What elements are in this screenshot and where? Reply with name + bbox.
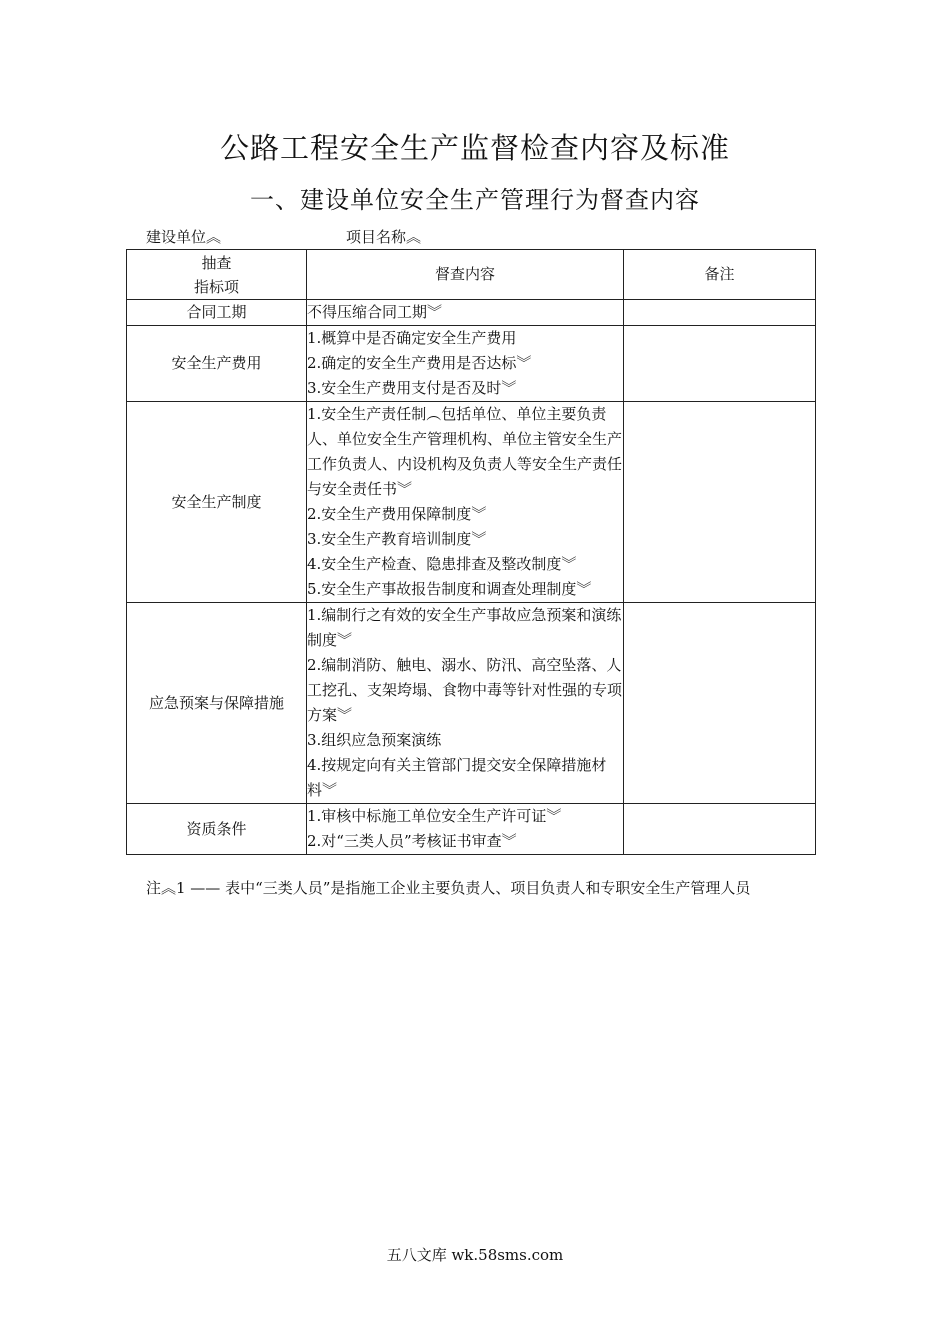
row-category: 安全生产制度	[127, 402, 307, 603]
section-subtitle: 一、建设单位安全生产管理行为督查内容	[250, 186, 700, 214]
footnote: 注︽1 —— 表中“三类人员”是指施工企业主要负责人、项目负责人和专职安全生产管理人员	[146, 879, 751, 897]
header-indicator	[127, 250, 307, 300]
row-content	[307, 326, 624, 402]
row-content	[307, 300, 624, 326]
row-category: 安全生产费用	[127, 326, 307, 402]
content-item: 3.组织应急预案演练	[307, 731, 442, 749]
row-content	[307, 402, 624, 603]
row-category: 应急预案与保障措施	[127, 603, 307, 804]
content-item: 5.安全生产事故报告制度和调查处理制度︾	[307, 580, 592, 598]
header-indicator-line2: 指标项	[193, 277, 239, 296]
content-item: 1.概算中是否确定安全生产费用	[307, 329, 517, 347]
header-indicator-line1: 抽查	[201, 253, 232, 272]
inspection-table	[126, 249, 816, 855]
table-row	[127, 603, 816, 804]
table-row	[127, 402, 816, 603]
page-footer: 五八文库 wk.58sms.com	[386, 1246, 564, 1264]
content-item: 3.安全生产费用支付是否及时︾	[307, 379, 517, 397]
content-item: 1.编制行之有效的安全生产事故应急预案和演练制度︾	[307, 606, 622, 649]
project-name-label: 项目名称︽	[346, 228, 422, 246]
content-item: 不得压缩合同工期︾	[307, 303, 443, 321]
table-row	[127, 326, 816, 402]
content-item: 1.审核中标施工单位安全生产许可证︾	[307, 807, 562, 825]
row-content	[307, 804, 624, 855]
row-content	[307, 603, 624, 804]
content-item: 2.编制消防、触电、溺水、防汛、高空坠落、人工挖孔、支架垮塌、食物中毒等针对性强的专项方案︾	[307, 656, 623, 724]
row-remark	[624, 326, 816, 402]
row-category: 合同工期	[127, 300, 307, 326]
row-remark	[624, 603, 816, 804]
header-content: 督查内容	[307, 250, 624, 300]
header-remark: 备注	[624, 250, 816, 300]
document-title: 公路工程安全生产监督检查内容及标准	[219, 131, 730, 165]
content-item: 3.安全生产教育培训制度︾	[307, 530, 487, 548]
content-item: 1.安全生产责任制︵包括单位、单位主要负责人、单位安全生产管理机构、单位主管安全生产工作负责人、内设机构及负责人等安全生产责任与安全责任书︾	[307, 405, 623, 498]
content-item: 2.确定的安全生产费用是否达标︾	[307, 354, 532, 372]
table-header-row	[127, 250, 816, 300]
row-remark	[624, 300, 816, 326]
row-category: 资质条件	[127, 804, 307, 855]
content-item: 4.安全生产检查、隐患排查及整改制度︾	[307, 555, 577, 573]
row-remark	[624, 402, 816, 603]
construction-unit-label: 建设单位︽	[146, 228, 222, 246]
row-remark	[624, 804, 816, 855]
content-item: 2.安全生产费用保障制度︾	[307, 505, 487, 523]
content-item: 2.对“三类人员”考核证书审查︾	[307, 832, 517, 850]
table-row	[127, 804, 816, 855]
content-item: 4.按规定向有关主管部门提交安全保障措施材料︾	[307, 756, 607, 799]
table-row	[127, 300, 816, 326]
